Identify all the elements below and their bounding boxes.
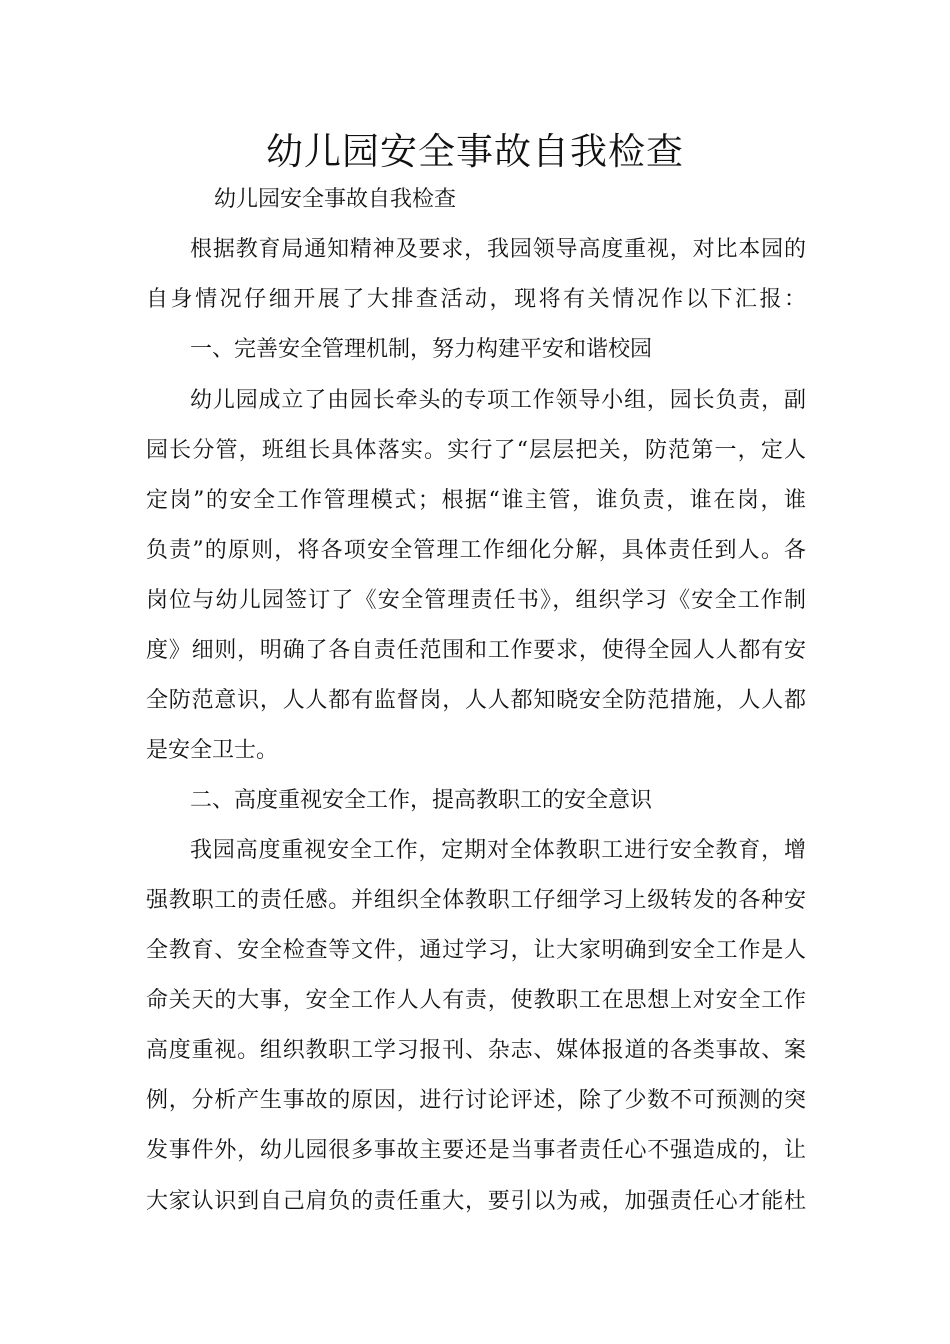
text-line: 高度重视。组织教职工学习报刊、杂志、媒体报道的各类事故、案: [146, 1038, 806, 1063]
text-line: 度》细则，明确了各自责任范围和工作要求，使得全园人人都有安: [146, 638, 806, 663]
text-line: 发事件外，幼儿园很多事故主要还是当事者责任心不强造成的，让: [146, 1138, 806, 1163]
text-line: 例，分析产生事故的原因，进行讨论评述，除了少数不可预测的突: [146, 1088, 806, 1113]
text-line: 根据教育局通知精神及要求，我园领导高度重视，对比本园的: [190, 237, 806, 262]
section-heading-2: 二、高度重视安全工作，提高教职工的安全意识: [190, 788, 653, 813]
text-line: 岗位与幼儿园签订了《安全管理责任书》，组织学习《安全工作制: [146, 588, 806, 613]
text-line: 负责”的原则，将各项安全管理工作细化分解，具体责任到人。各: [146, 538, 806, 563]
text-line: 园长分管，班组长具体落实。实行了“层层把关，防范第一，定人: [146, 438, 806, 463]
text-line: 定岗”的安全工作管理模式；根据“谁主管，谁负责，谁在岗，谁: [146, 488, 806, 513]
document-title: 幼儿园安全事故自我检查: [266, 130, 684, 173]
document-subtitle: 幼儿园安全事故自我检查: [214, 187, 457, 212]
text-line: 大家认识到自己肩负的责任重大，要引以为戒，加强责任心才能杜: [146, 1189, 806, 1214]
text-line: 全防范意识，人人都有监督岗，人人都知晓安全防范措施，人人都: [146, 688, 806, 713]
text-line: 幼儿园成立了由园长牵头的专项工作领导小组，园长负责，副: [190, 388, 806, 413]
text-line: 强教职工的责任感。并组织全体教职工仔细学习上级转发的各种安: [146, 888, 806, 913]
text-line: 全教育、安全检查等文件，通过学习，让大家明确到安全工作是人: [146, 938, 806, 963]
section-heading-1: 一、完善安全管理机制，努力构建平安和谐校园: [190, 337, 653, 362]
text-line: 命关天的大事，安全工作人人有责，使教职工在思想上对安全工作: [146, 988, 806, 1013]
text-line: 是安全卫士。: [146, 738, 279, 763]
text-line: 我园高度重视安全工作，定期对全体教职工进行安全教育，增: [190, 838, 806, 863]
text-line: 自身情况仔细开展了大排查活动，现将有关情况作以下汇报：: [146, 287, 806, 312]
